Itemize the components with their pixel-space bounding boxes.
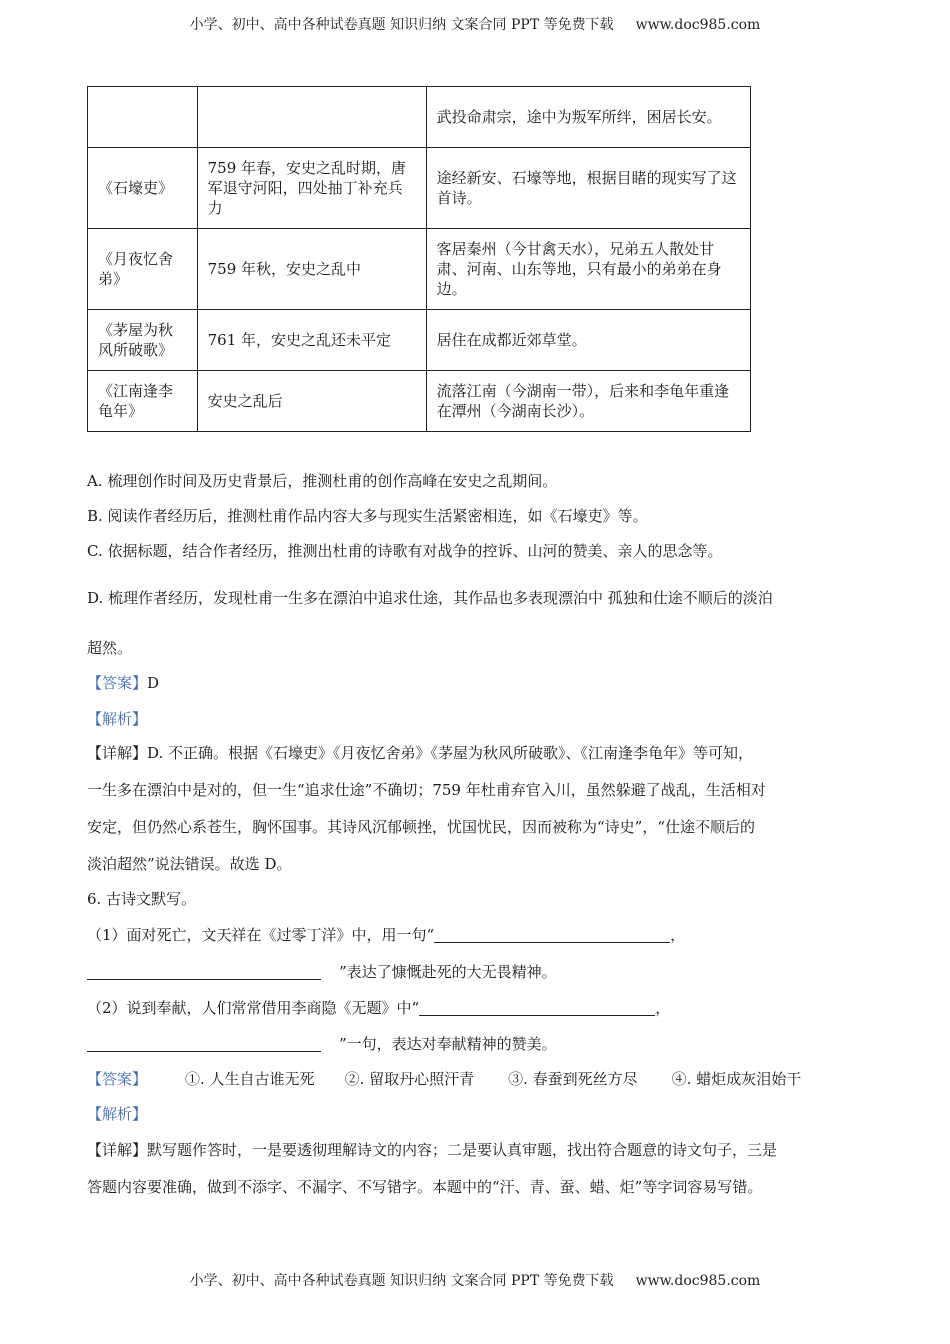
table-cell-background: 流落江南（今湖南一带），后来和李龟年重逢在潭州（今湖南长沙）。 [426, 371, 750, 432]
q5-answer [87, 673, 159, 693]
footer-site-link[interactable]: www.doc985.com [635, 1273, 761, 1289]
q6-analysis-tag [87, 1104, 147, 1124]
table-cell-background: 途经新安、石壕等地，根据目睹的现实写了这首诗。 [426, 148, 750, 229]
q6-blank-4[interactable] [87, 1035, 321, 1052]
table-row [88, 87, 751, 148]
page-footer [0, 1270, 950, 1290]
q6-answer [87, 1069, 801, 1089]
answer-1: ①. 人生自古谁无死 [185, 1070, 315, 1088]
q6-detail-line2: 答题内容要准确，做到不添字、不漏字、不写错字。本题中的“汗、青、蚕、蜡、炬”等字词容易写错。 [87, 1178, 763, 1196]
table-cell-time: 761 年，安史之乱还未平定 [197, 310, 426, 371]
answer-value: D [147, 674, 160, 692]
q6-blank-2[interactable] [87, 963, 321, 980]
answer-3: ③. 春蚕到死丝方尽 [508, 1070, 638, 1088]
table-cell-time: 安史之乱后 [197, 371, 426, 432]
table-row [88, 310, 751, 371]
q5-detail-line4: 淡泊超然”说法错误。故选 D。 [87, 855, 292, 873]
q5-analysis-tag [87, 709, 147, 729]
detail-text: D. 不正确。根据《石壕吏》《月夜忆舍弟》《茅屋为秋风所破歌》、《江南逢李龟年》等可知， [147, 744, 754, 762]
q6-prompt2-line1 [87, 998, 670, 1018]
analysis-tag: 【解析】 [87, 1105, 148, 1123]
table-row [88, 148, 751, 229]
table-cell-title: 《月夜忆舍弟》 [88, 229, 198, 310]
q5-detail-line3: 安定，但仍然心系苍生，胸怀国事。其诗风沉郁顿挫，忧国忧民，因而被称为“诗史”，“仕途不顺后的 [87, 818, 756, 836]
q6-prompt1-comma: ， [670, 926, 686, 944]
q6-prompt1-line1 [87, 925, 685, 945]
q6-detail-line1 [87, 1140, 777, 1160]
table-cell-title [88, 87, 198, 148]
table-row [88, 371, 751, 432]
option-b: B. 阅读作者经历后，推测杜甫作品内容大多与现实生活紧密相连，如《石壕吏》等。 [87, 507, 648, 525]
q6-blank-3[interactable] [419, 999, 655, 1016]
detail-tag: 【详解】 [87, 1141, 148, 1159]
q6-prompt1-end: ”表达了慷慨赴死的大无畏精神。 [339, 963, 557, 981]
q6-prompt2-end: ”一句，表达对奉献精神的赞美。 [339, 1035, 557, 1053]
answer-tag: 【答案】 [87, 674, 148, 692]
table-cell-title: 《茅屋为秋风所破歌》 [88, 310, 198, 371]
q6-blank-1[interactable] [434, 926, 670, 943]
table-cell-time: 759 年春，安史之乱时期，唐军退守河阳，四处抽丁补充兵力 [197, 148, 426, 229]
q6-prompt2-comma: ， [655, 999, 671, 1017]
answer-4: ④. 蜡炬成灰泪始干 [671, 1070, 802, 1088]
table-cell-background: 武投命肃宗，途中为叛军所绊，困居长安。 [426, 87, 750, 148]
table-row [88, 229, 751, 310]
option-c: C. 依据标题，结合作者经历，推测出杜甫的诗歌有对战争的控诉、山河的赞美、亲人的思念等。 [87, 542, 723, 560]
page-header [0, 14, 950, 34]
q5-detail-line1 [87, 743, 753, 763]
option-d-line1: D. 梳理作者经历，发现杜甫一生多在漂泊中追求仕途，其作品也多表现漂泊中 孤独和仕途不顺后的淡泊 [87, 589, 773, 607]
table-cell-title: 《江南逢李龟年》 [88, 371, 198, 432]
option-a: A. 梳理创作时间及历史背景后，推测杜甫的创作高峰在安史之乱期间。 [87, 472, 558, 490]
table-cell-time: 759 年秋，安史之乱中 [197, 229, 426, 310]
table-cell-background: 客居秦州（今甘禽天水），兄弟五人散处甘肃、河南、山东等地，只有最小的弟弟在身边。 [426, 229, 750, 310]
header-site-link[interactable]: www.doc985.com [635, 17, 761, 33]
header-text: 小学、初中、高中各种试卷真题 知识归纳 文案合同 PPT 等免费下载 [189, 17, 614, 33]
answer-tag: 【答案】 [87, 1070, 148, 1088]
q5-detail-line2: 一生多在漂泊中是对的，但一生“追求仕途”不确切；759 年杜甫弃官入川，虽然躲避了战乱，生活相对 [87, 781, 766, 799]
table-cell-background: 居住在成都近郊草堂。 [426, 310, 750, 371]
analysis-tag: 【解析】 [87, 710, 148, 728]
q6-prompt1-text: （1）面对死亡，文天祥在《过零丁洋》中，用一句“ [87, 926, 435, 944]
footer-text: 小学、初中、高中各种试卷真题 知识归纳 文案合同 PPT 等免费下载 [189, 1273, 614, 1289]
answer-2: ②. 留取丹心照汗青 [344, 1070, 475, 1088]
table-cell-title: 《石壕吏》 [88, 148, 198, 229]
q6-title: 6. 古诗文默写。 [87, 890, 197, 908]
q6-prompt2-line2 [87, 1034, 557, 1054]
detail-text: 默写题作答时，一是要透彻理解诗文的内容；二是要认真审题，找出符合题意的诗文句子，三是 [147, 1141, 778, 1159]
q6-prompt1-line2 [87, 962, 557, 982]
q6-prompt2-text: （2）说到奉献，人们常常借用李商隐《无题》中“ [87, 999, 420, 1017]
table-cell-time [197, 87, 426, 148]
dufu-works-table [87, 86, 751, 432]
option-d-line2: 超然。 [87, 639, 133, 657]
detail-tag: 【详解】 [87, 744, 148, 762]
